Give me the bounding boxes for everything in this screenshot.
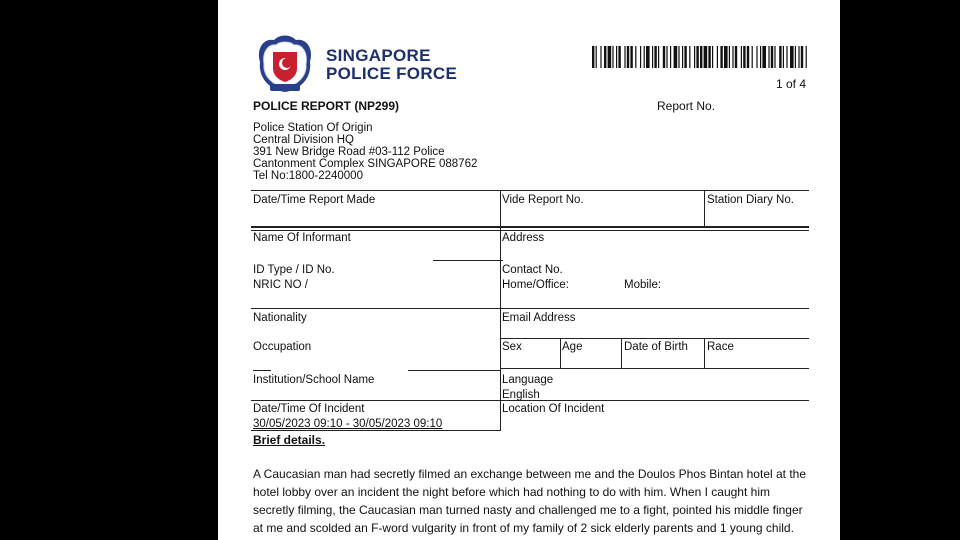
field-datetime-report: Date/Time Report Made [253,194,376,206]
field-institution: Institution/School Name [253,374,375,386]
grid-line [500,230,501,430]
brief-heading: Brief details. [253,433,326,447]
barcode-icon [592,46,810,68]
field-age: Age [562,341,583,353]
grid-line [251,190,809,191]
field-race: Race [707,341,734,353]
field-incident-datetime-label: Date/Time Of Incident [253,403,365,415]
field-mobile: Mobile: [624,279,662,291]
field-sex: Sex [502,341,522,353]
field-incident-location: Location Of Incident [502,403,605,415]
grid-line [433,260,503,261]
org-name-line1: SINGAPORE [326,46,431,65]
field-email: Email Address [502,312,576,324]
station-line: Police Station Of Origin [253,122,373,134]
field-station-diary: Station Diary No. [707,194,794,206]
grid-line [251,308,809,309]
grid-line [621,338,622,368]
brief-line: secretly filming, the Caucasian man turned nasty and challenged me to a fight, pointed his middle finger [253,503,803,517]
field-nationality: Nationality [253,312,307,324]
field-dob: Date of Birth [624,341,688,353]
field-vide-report: Vide Report No. [502,194,584,206]
grid-line [408,370,500,371]
grid-line [253,370,271,371]
field-contact-no: Contact No. [502,264,563,276]
station-line: Cantonment Complex SINGAPORE 088762 [253,158,478,170]
field-informant-name: Name Of Informant [253,232,351,244]
grid-line [251,230,809,231]
brief-line: A Caucasian man had secretly filmed an exchange between me and the Doulos Phos Bintan hotel at the [253,467,807,481]
grid-line [704,190,705,226]
field-address: Address [502,232,545,244]
station-line: 391 New Bridge Road #03-112 Police [253,146,445,158]
brief-line: at me and scolded an F-word vulgarity in front of my family of 2 sick elderly parents and 1 young child. [253,521,794,535]
station-line: Tel No:1800-2240000 [253,170,363,182]
grid-line [500,190,501,230]
field-occupation: Occupation [253,341,312,353]
grid-line [704,338,705,368]
field-language-label: Language [502,374,554,386]
grid-line [560,338,561,368]
brief-line: hotel lobby over an incident the night before which had nothing to do with him. When I caught him [253,485,770,499]
report-no-label: Report No. [657,99,716,113]
org-name-line2: POLICE FORCE [326,64,458,83]
report-page [218,0,840,540]
spf-crest-icon [250,34,320,96]
grid-line [251,226,809,228]
org-name [326,47,457,83]
field-language-value: English [502,389,540,401]
field-home-office: Home/Office: [502,279,569,291]
page-indicator: 1 of 4 [776,77,807,91]
field-id-type: ID Type / ID No. [253,264,335,276]
station-line: Central Division HQ [253,134,354,146]
grid-line [500,338,809,339]
report-title: POLICE REPORT (NP299) [253,99,400,113]
field-nric: NRIC NO / [253,279,308,291]
grid-line [500,368,809,369]
field-incident-datetime-value: 30/05/2023 09:10 - 30/05/2023 09:10 [253,418,443,430]
